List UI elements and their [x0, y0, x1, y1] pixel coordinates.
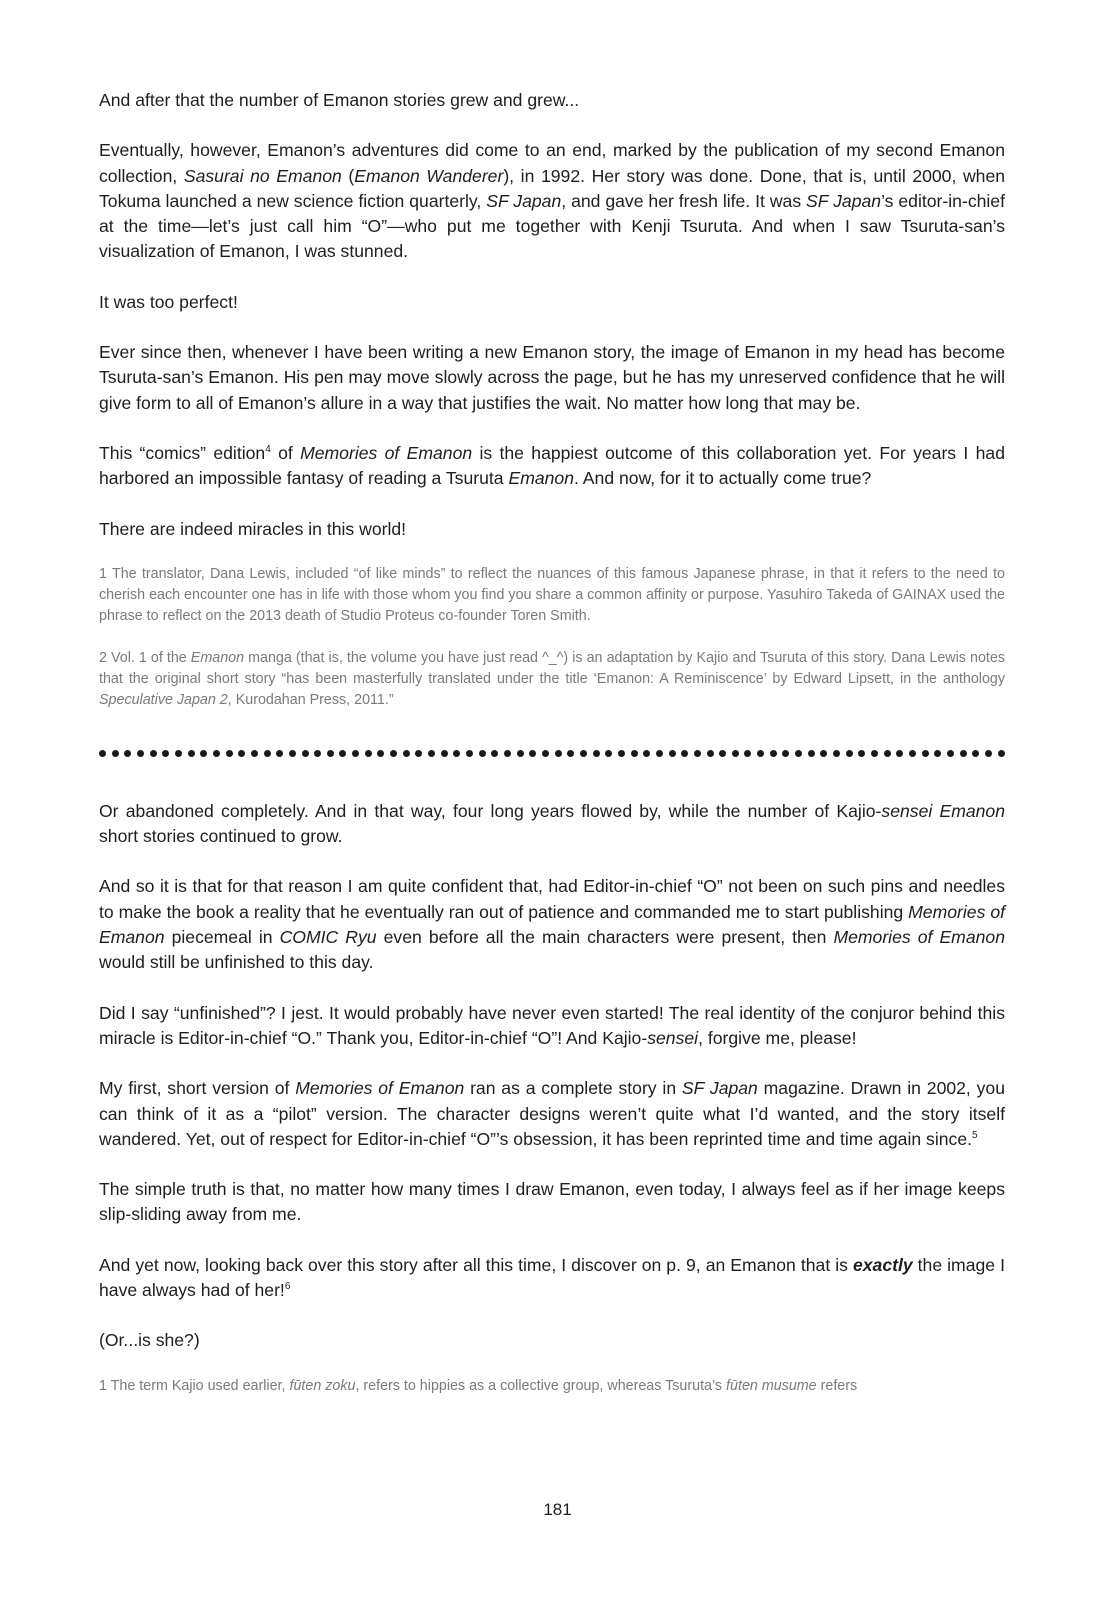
paragraph: And after that the number of Emanon stories grew and grew... [99, 90, 580, 110]
divider-dot [934, 750, 941, 757]
divider-dot [896, 750, 903, 757]
divider-dot [744, 750, 751, 757]
page-body [99, 88, 1005, 1397]
divider-dot [985, 750, 992, 757]
divider-dot [605, 750, 612, 757]
paragraph: The simple truth is that, no matter how many times I draw Emanon, even today, I always feel as if her image keeps slip-sliding away from me. [99, 1179, 1005, 1225]
divider-dot [960, 750, 967, 757]
paragraph: Ever since then, whenever I have been writing a new Emanon story, the image of Emanon in my head has become Tsuruta-san’s Emanon. His pen may move slowly across the page, but he has my unreserved confidence that he will give form to all of Emanon’s allure in a way that justifies the wait. No matter how long that may be. [99, 342, 1005, 413]
footnote-ref: 6 [284, 1281, 291, 1293]
divider-dot [782, 750, 789, 757]
footnote-ref: 5 [972, 1129, 978, 1141]
footnote: 1 The term Kajio used earlier, fūten zoku, refers to hippies as a collective group, whereas Tsuruta’s fūten musume refers [99, 1377, 858, 1394]
divider-dot [339, 750, 346, 757]
divider-dot [858, 750, 865, 757]
divider-dot [732, 750, 739, 757]
divider-dot [757, 750, 764, 757]
paragraph: Did I say “unfinished”? I jest. It would probably have never even started! The real identity of the conjuror behind this miracle is Editor-in-chief “O.” Thank you, Editor-in-chief “O”! And Kajio-sensei, forgive me, please! [99, 1002, 1005, 1048]
paragraph: My first, short version of Memories of Emanon ran as a complete story in SF Japan magazine. Drawn in 2002, you can think of it as a “pilot” version. The character designs weren’t quite what I’d wanted, and the story itself wandered. Yet, out of respect for Editor-in-chief “O”’s obsession, it has been reprinted time and time again since.$^5$ [99, 1078, 1005, 1149]
divider-dot [403, 750, 410, 757]
divider-dot [972, 750, 979, 757]
page-number: 181 [543, 1500, 572, 1519]
divider-dot [947, 750, 954, 757]
divider-dot [415, 750, 422, 757]
paragraph: This “comics” edition$^4$ of Memories of Emanon is the happiest outcome of this collaboration yet. For years I had harbored an impossible fantasy of reading a Tsuruta Emanon. And now, for it to actually come true? [99, 442, 1005, 489]
paragraph: And yet now, looking back over this story after all this time, I discover on p. 9, an Emanon that is exactly the image I have always had of her!$^6$ [99, 1254, 1005, 1301]
divider-dot [529, 750, 536, 757]
divider-dot [289, 750, 296, 757]
divider-dot [226, 750, 233, 757]
divider-dot [175, 750, 182, 757]
divider-dot [327, 750, 334, 757]
divider-dot [820, 750, 827, 757]
divider-dot [694, 750, 701, 757]
footnote: 2 Vol. 1 of the Emanon manga (that is, the volume you have just read ^_^) is an adaptation by Kajio and Tsuruta of this story. Dana Lewis notes that the original short story “has been masterfully translated under the title ‘Emanon: A Reminiscence’ by Edward Lipsett, in the anthology Speculative Japan 2, Kurodahan Press, 2011.” [99, 649, 1005, 708]
divider-dot [276, 750, 283, 757]
paragraph: Eventually, however, Emanon’s adventures did come to an end, marked by the publication of my second Emanon collection, Sasurai no Emanon (Emanon Wanderer), in 1992. Her story was done. Done, that is, until 2000, when Tokuma launched a new science fiction quarterly, SF Japan, and gave her fresh life. It was SF Japan’s editor-in-chief at the time—let’s just call him “O”—who put me together with Kenji Tsuruta. And when I saw Tsuruta-san’s visualization of Emanon, I was stunned. [99, 140, 1006, 262]
paragraph: There are indeed miracles in this world! [99, 518, 407, 539]
divider-dot [643, 750, 650, 757]
divider-dot [466, 750, 473, 757]
divider-dot [770, 750, 777, 757]
dotted-divider [99, 749, 1005, 759]
divider-dot [238, 750, 245, 757]
divider-dot [719, 750, 726, 757]
divider-dot [884, 750, 891, 757]
footnote: 1 The translator, Dana Lewis, included “of like minds” to reflect the nuances of this famous Japanese phrase, in that it refers to the need to cherish each encounter one has in life with those whom you find you share a common affinity or purpose. Yasuhiro Takeda of GAINAX used the phrase to reflect on the 2013 death of Studio Proteus co-founder Toren Smith. [99, 565, 1005, 624]
divider-dot [517, 750, 524, 757]
divider-dot [150, 750, 157, 757]
divider-dot [909, 750, 916, 757]
divider-dot [162, 750, 169, 757]
divider-dot [631, 750, 638, 757]
footnote-ref: 4 [265, 444, 271, 456]
divider-dot [833, 750, 840, 757]
divider-dot [593, 750, 600, 757]
divider-dot [567, 750, 574, 757]
divider-dot [618, 750, 625, 757]
divider-dot [707, 750, 714, 757]
paragraph: (Or...is she?) [99, 1330, 200, 1351]
divider-dot [846, 750, 853, 757]
divider-dot [479, 750, 486, 757]
divider-dot [112, 750, 119, 757]
divider-dot [681, 750, 688, 757]
divider-dot [314, 750, 321, 757]
divider-dot [200, 750, 207, 757]
divider-dot [441, 750, 448, 757]
divider-dot [302, 750, 309, 757]
divider-dot [213, 750, 220, 757]
divider-dot [871, 750, 878, 757]
paragraph: It was too perfect! [99, 291, 238, 312]
divider-dot [808, 750, 815, 757]
divider-dot [998, 750, 1005, 757]
divider-dot [377, 750, 384, 757]
divider-dot [428, 750, 435, 757]
paragraph: And so it is that for that reason I am quite confident that, had Editor-in-chief “O” not been on such pins and needles to make the book a reality that he eventually ran out of patience and commanded me to start publishing Memories of Emanon piecemeal in COMIC Ryu even before all the main characters were present, then Memories of Emanon would still be unfinished to this day. [99, 876, 1006, 973]
paragraph: Or abandoned completely. And in that way, four long years flowed by, while the number of Kajio-sensei Emanon short stories continued to grow. [99, 800, 1006, 847]
divider-dot [124, 750, 131, 757]
divider-dot [352, 750, 359, 757]
divider-dot [504, 750, 511, 757]
divider-dot [555, 750, 562, 757]
divider-dot [922, 750, 929, 757]
divider-dot [542, 750, 549, 757]
divider-dot [491, 750, 498, 757]
divider-dot [669, 750, 676, 757]
divider-dot [251, 750, 258, 757]
divider-dot [795, 750, 802, 757]
divider-dot [656, 750, 663, 757]
divider-dot [365, 750, 372, 757]
divider-dot [453, 750, 460, 757]
divider-dot [99, 750, 106, 757]
divider-dot [188, 750, 195, 757]
divider-dot [580, 750, 587, 757]
divider-dot [390, 750, 397, 757]
divider-dot [137, 750, 144, 757]
divider-dot [264, 750, 271, 757]
